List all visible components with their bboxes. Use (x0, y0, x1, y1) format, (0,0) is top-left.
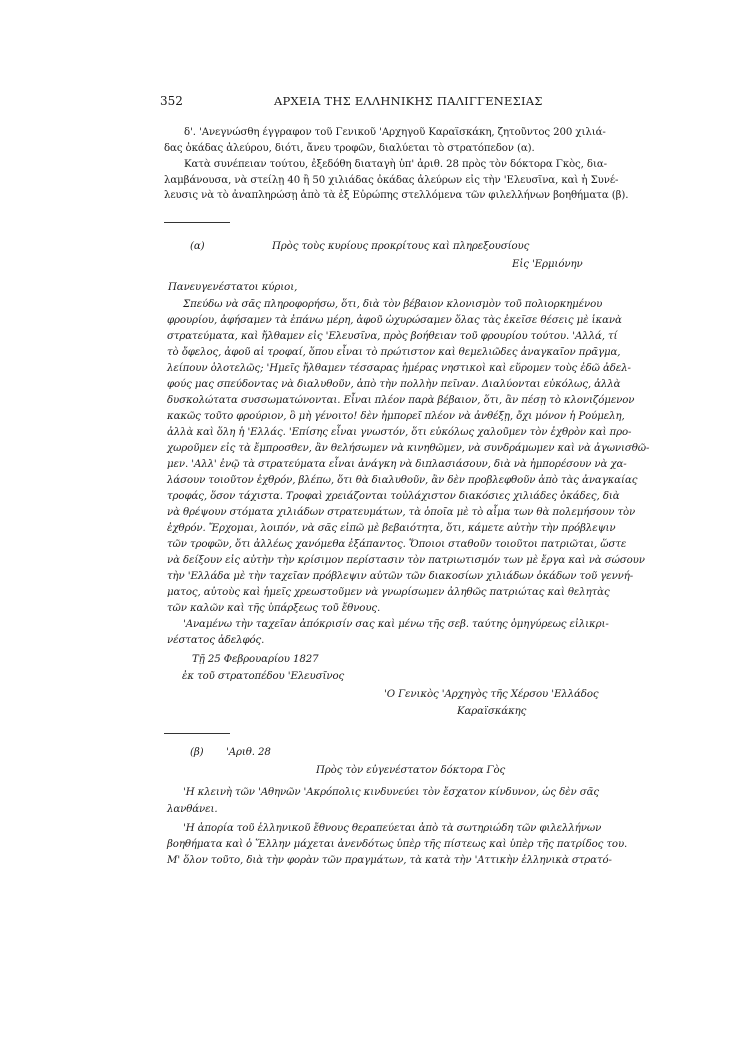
footnote-marker: (β) (190, 747, 204, 758)
letter-line: 'Η ἀπορία τοῦ ἑλληνικοῦ ἔθνους θεραπεύεται ἀπὸ τὰ σωτηριώδη τῶν φιλελλήνων (183, 823, 602, 834)
running-title: ΑΡΧΕΙΑ ΤΗΣ ΕΛΛΗΝΙΚΗΣ ΠΑΛΙΓΓΕΝΕΣΙΑΣ (274, 94, 543, 108)
order-number: 'Αριθ. 28 (226, 747, 271, 758)
letter-line: τὸ ὄφελος, ἀφοῦ αἱ τροφαί, ὅπου εἶναι τὸ πρώτιστον καὶ θεμελιῶδες ἀναγκαῖον πρᾶγμα, (167, 347, 621, 358)
letter-salutation: Πανευγενέστατοι κύριοι, (168, 282, 298, 293)
letter-date: Τῇ 25 Φεβρουαρίου 1827 (192, 654, 319, 665)
page-number: 352 (160, 94, 183, 108)
letter-line: νὰ θρέψουν στόματα χιλιάδων στρατευμάτων, τὰ ὁποῖα μὲ τὸ αἷμα των θὰ πολεμήσουν τὸν (167, 507, 636, 518)
letter-line: τὴν 'Ελλάδα μὲ τὴν ταχεῖαν πρόβλεψιν αὐτῶν τῶν διακοσίων χιλιάδων ὀκάδων τοῦ γεννή- (167, 571, 634, 582)
letter-line: 'Αναμένω τὴν ταχεῖαν ἀπόκρισίν σας καὶ μένω τῆς σεβ. ταύτης ὁμηγύρεως εἰλικρι- (183, 619, 609, 630)
footnote-marker: (α) (190, 241, 205, 252)
letter-line: λείπουν ὁλοτελῶς; 'Ημεῖς ἤλθαμεν τέσσαρας ἡμέρας νηστικοὶ καὶ εὕρομεν τοὺς ἐδῶ ἀδελ- (167, 363, 631, 374)
letter-line: χωροῦμεν εἰς τὰ ἔμπροσθεν, ἂν θελήσωμεν νὰ κινηθῶμεν, νὰ συνδράμωμεν καὶ νὰ ἀγωνισθῶ- (167, 443, 650, 454)
letter-line: τροφάς, ὅσον τάχιστα. Τροφαὶ χρειάζονται τοὐλάχιστον διακόσιες χιλιάδες ὀκάδες, διὰ (167, 491, 620, 502)
letter-line: δυσκολώτατα συσσωματώνονται. Εἶναι πλέον παρὰ βέβαιον, ὅτι, ἂν πέσῃ τὸ κλονιζόμενον (167, 395, 635, 406)
letter-origin: ἐκ τοῦ στρατοπέδου 'Ελευσῖνος (182, 671, 345, 682)
letter-line: μεν. 'Αλλ' ἐνῷ τὰ στρατεύματα εἶναι ἀνάγκη νὰ διπλασιάσουν, διὰ νὰ ἠμπορέσουν νὰ χα- (167, 459, 627, 470)
letter-line: λάσουν τοιοῦτον ἐχθρόν, βλέπω, ὅτι θὰ διαλυθοῦν, ἂν δὲν προβλεφθοῦν ἀπὸ τὰς ἀναγκαίας (167, 475, 638, 486)
intro-line: Κατὰ συνέπειαν τούτου, ἐξεδόθη διαταγὴ ὑπ' ἀριθ. 28 πρὸς τὸν δόκτορα Γκὸς, δια- (184, 159, 607, 170)
letter-line: κακῶς τοῦτο φρούριον, ὃ μὴ γένοιτο! δὲν ἠμπορεῖ πλέον νὰ ἀνθέξῃ, ὄχι μόνον ἡ Ρούμελη, (167, 411, 625, 422)
letter-line: φούς μας σπεύδοντας νὰ διαλυθοῦν, ἀπὸ τὴν πολλὴν πεῖναν. Διαλύονται εὐκόλως, ἀλλὰ (167, 379, 621, 390)
intro-line: λευσις νὰ τὸ ἀναπληρώσῃ ἀπὸ τὰ ἐξ Εὐρώπης στελλόμενα τῶν φιλελλήνων βοηθήματα (β). (164, 190, 629, 201)
intro-line: δ'. 'Ανεγνώσθη έγγραφον τοῦ Γενικοῦ 'Αρχηγοῦ Καραϊσκάκη, ζητοῦντος 200 χιλιά- (184, 127, 606, 138)
intro-line: δας ὀκάδας ἀλεύρου, διότι, ἄνευ τροφῶν, διαλύεται τὸ στρατόπεδον (α). (164, 143, 535, 154)
footnote-divider (164, 733, 230, 734)
letter-line: Σπεύδω νὰ σᾶς πληροφορήσω, ὅτι, διὰ τὸν βέβαιον κλονισμὸν τοῦ πολιορκημένου (183, 299, 603, 310)
letter-line: τῶν τροφῶν, ὅτι ἀλλέως χανόμεθα ἐξάπαντος. Ὅποιοι σταθοῦν τοιοῦτοι πατριῶται, ὥστε (167, 539, 627, 550)
letter-line: ματος, αὐτοὺς καὶ ἡμεῖς χρεωστοῦμεν νὰ γνωρίσωμεν ἀληθῶς πατριώτας καὶ θελητὰς (167, 587, 610, 598)
letter-line: τῶν καλῶν καὶ τῆς ὑπάρξεως τοῦ ἔθνους. (167, 603, 381, 614)
letter-line: βοηθήματα καὶ ὁ Ἕλλην μάχεται ἀνενδότως ὑπὲρ τῆς πίστεως καὶ ὑπὲρ τῆς πατρίδος του. (167, 839, 628, 850)
letter-line: νέστατος ἀδελφός. (167, 635, 265, 646)
letter-heading: Πρὸς τὸν εὐγενέστατον δόκτορα Γὸς (316, 765, 506, 776)
letter-line: νὰ δείξουν εἰς αὐτὴν τὴν κρίσιμον περίστασιν τὸν πατριωτισμόν των μὲ ἔργα καὶ νὰ σώσουν (167, 555, 645, 566)
letter-line: 'Η κλεινὴ τῶν 'Αθηνῶν 'Ακρόπολις κινδυνεύει τὸν ἔσχατον κίνδυνον, ὡς δὲν σᾶς (183, 787, 599, 798)
letter-line: στρατεύματα, καὶ ἤλθαμεν εἰς 'Ελευσῖνα, πρὸς βοήθειαν τοῦ φρουρίου τούτου. 'Αλλά, τί (167, 331, 618, 342)
signature-name: Καραϊσκάκης (457, 706, 527, 717)
letter-place: Εἰς 'Ερμιόνην (512, 259, 583, 270)
letter-heading: Πρὸς τοὺς κυρίους προκρίτους καὶ πληρεξουσίους (272, 241, 530, 252)
letter-line: ἐχθρόν. Ἔρχομαι, λοιπόν, νὰ σᾶς εἰπῶ μὲ βεβαιότητα, ὅτι, κάμετε αὐτὴν τὴν πρόβλεψιν (167, 523, 616, 534)
footnote-divider (164, 222, 230, 223)
letter-line: λανθάνει. (167, 804, 218, 815)
intro-line: λαμβάνουσα, νὰ στείλῃ 40 ἢ 50 χιλιάδας ὀκάδας ἀλεύρων εἰς τὴν 'Ελευσῖνα, καὶ ἡ Συνέ- (164, 175, 619, 186)
letter-line: Μ' ὅλον τοῦτο, διὰ τὴν φορὰν τῶν πραγμάτων, τὰ κατὰ τὴν 'Αττικὴν ἑλληνικὰ στρατό- (167, 855, 612, 866)
signature-title: 'Ο Γενικὸς 'Αρχηγὸς τῆς Χέρσου 'Ελλάδος (384, 689, 599, 700)
letter-line: ἀλλὰ καὶ ὅλη ἡ 'Ελλάς. 'Επίσης εἶναι γνωστόν, ὅτι εὐκόλως χαλοῦμεν τὸν ἐχθρὸν καὶ προ- (167, 427, 632, 438)
letter-line: φρουρίου, ἀφήσαμεν τὰ ἐπάνω μέρη, ἀφοῦ ὠχυρώσαμεν ὅλας τὰς ἐκεῖσε θέσεις μὲ ἱκανὰ (167, 315, 622, 326)
